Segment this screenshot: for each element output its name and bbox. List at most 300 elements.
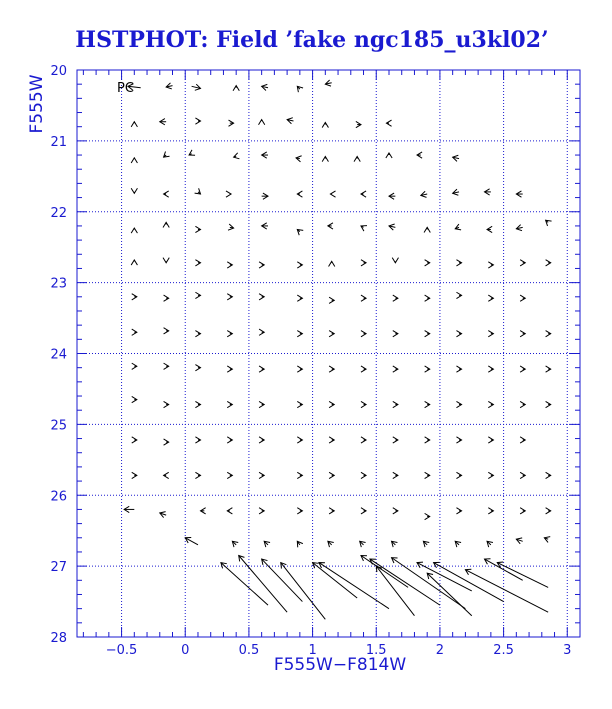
vector-shaft <box>465 570 548 613</box>
vector-head <box>425 437 430 443</box>
vector-arrow <box>160 512 166 518</box>
vector-arrow <box>488 401 493 407</box>
vector-head <box>329 508 334 514</box>
vector-head <box>488 472 493 478</box>
vector-arrow <box>195 118 200 124</box>
vector-arrow <box>227 366 232 372</box>
vector-head <box>425 472 430 478</box>
vector-arrow <box>516 225 522 231</box>
vector-head <box>164 439 169 445</box>
vector-arrow <box>546 220 552 226</box>
vector-arrow <box>497 562 548 587</box>
vector-head <box>297 331 302 337</box>
vector-arrow <box>488 262 493 268</box>
vector-arrow <box>322 122 328 127</box>
vector-arrow <box>465 569 548 612</box>
vector-arrow <box>259 329 264 335</box>
vector-arrow <box>297 229 303 235</box>
vector-arrow <box>227 437 232 443</box>
vector-head <box>227 262 232 268</box>
vector-head <box>259 472 264 478</box>
vector-arrow <box>296 156 302 162</box>
vector-head <box>425 260 430 266</box>
x-tick-label: 0.5 <box>238 643 260 658</box>
vector-head <box>259 366 264 372</box>
vector-arrow <box>163 222 169 227</box>
vector-arrow <box>297 295 302 301</box>
vector-arrow <box>259 366 264 372</box>
vector-arrow <box>329 366 334 372</box>
vector-arrow <box>164 472 169 478</box>
vector-head <box>163 222 169 227</box>
y-axis-label: F555W <box>27 74 47 134</box>
y-tick-label: 21 <box>50 134 67 150</box>
vector-head <box>456 401 461 407</box>
vector-head <box>131 260 137 265</box>
vector-arrow <box>192 84 201 90</box>
vector-arrow <box>488 472 493 478</box>
vector-arrow <box>520 295 525 301</box>
vector-head <box>329 437 334 443</box>
vector-arrow <box>456 401 461 407</box>
vector-arrow <box>488 366 493 372</box>
x-tick-label: −0.5 <box>105 643 138 658</box>
vector-arrow <box>262 84 268 90</box>
vector-head <box>424 227 430 232</box>
vector-head <box>259 437 264 443</box>
vector-arrow <box>423 541 429 547</box>
vector-shaft <box>221 563 268 606</box>
vector-head <box>195 118 200 124</box>
vector-head <box>393 331 398 337</box>
vector-head <box>456 292 461 298</box>
vector-head <box>520 260 525 266</box>
vector-head <box>456 331 461 337</box>
vector-arrow <box>417 562 472 591</box>
vector-arrow <box>393 508 398 514</box>
vector-arrow <box>361 226 367 231</box>
vector-arrow <box>164 439 169 445</box>
vector-head <box>132 396 137 402</box>
vector-head <box>361 508 366 514</box>
vector-arrow <box>132 294 137 300</box>
vector-arrow <box>361 366 366 372</box>
vector-head <box>195 472 200 478</box>
vector-head <box>546 260 551 266</box>
vector-arrow <box>259 401 264 407</box>
vector-head <box>259 294 264 300</box>
vector-arrow <box>421 191 427 197</box>
vector-arrow <box>124 506 134 512</box>
x-axis-label: F555W−F814W <box>273 655 407 675</box>
vector-head <box>488 262 493 268</box>
vector-arrow <box>520 366 525 372</box>
x-tick-label: 1.5 <box>365 643 387 658</box>
y-tick-label: 26 <box>50 489 67 505</box>
vector-arrow <box>484 189 490 195</box>
vector-head <box>393 295 398 301</box>
vector-shaft <box>417 563 472 591</box>
vector-arrow <box>297 86 303 92</box>
vector-arrow <box>262 223 268 229</box>
vector-head <box>361 366 366 372</box>
vector-arrow <box>259 294 264 300</box>
vector-head <box>297 508 302 514</box>
vector-head <box>164 363 169 369</box>
vector-arrow <box>163 258 169 263</box>
vector-arrow <box>325 80 331 86</box>
vector-arrow <box>195 331 200 337</box>
vector-arrow <box>393 472 398 478</box>
vector-arrow <box>195 188 201 194</box>
vector-head <box>164 328 169 334</box>
vector-head <box>195 331 200 337</box>
vector-arrow <box>417 152 422 158</box>
vector-arrow <box>356 121 361 127</box>
vector-arrow <box>361 260 366 266</box>
vector-arrow <box>313 563 358 598</box>
vector-arrow <box>488 331 493 337</box>
vector-head <box>330 191 335 197</box>
vector-head <box>227 472 232 478</box>
vector-head <box>520 508 525 514</box>
vector-head <box>361 472 366 478</box>
vector-arrow <box>546 472 551 478</box>
vector-head <box>456 508 461 514</box>
vector-arrow <box>233 86 239 91</box>
vector-arrow <box>516 191 522 197</box>
vector-head <box>546 366 551 372</box>
vector-head <box>361 331 366 337</box>
vector-arrow <box>221 563 268 606</box>
vector-arrow <box>131 158 137 163</box>
vector-head <box>164 401 169 407</box>
vector-arrow <box>361 508 366 514</box>
vector-head <box>195 226 200 232</box>
vector-arrow <box>264 541 270 547</box>
y-tick-label: 28 <box>50 631 67 646</box>
vector-arrow <box>201 508 206 514</box>
vector-arrow <box>322 156 328 161</box>
vector-head <box>425 513 430 519</box>
vector-arrow <box>393 366 398 372</box>
vector-arrow <box>488 508 493 514</box>
vector-head <box>297 401 302 407</box>
vector-arrow <box>520 508 525 514</box>
vector-arrow <box>456 260 461 266</box>
x-tick-label: 3 <box>563 643 572 658</box>
vector-head <box>132 329 137 335</box>
vector-shaft <box>497 563 548 588</box>
vector-head <box>361 401 366 407</box>
vector-head <box>456 472 461 478</box>
vector-arrow <box>393 295 398 301</box>
vector-arrow <box>195 292 200 298</box>
vector-arrow <box>195 260 200 266</box>
vector-head <box>361 295 366 301</box>
vector-shaft <box>434 563 504 602</box>
vector-head <box>259 262 264 268</box>
vector-arrow <box>259 437 264 443</box>
vector-head <box>386 153 392 158</box>
vector-head <box>520 331 525 337</box>
vector-head <box>488 331 493 337</box>
vector-arrow <box>455 541 461 547</box>
vector-arrow <box>297 437 302 443</box>
vector-arrow <box>232 541 238 547</box>
vector-arrow <box>259 120 265 125</box>
x-tick-label: 1 <box>308 643 317 658</box>
vector-arrow <box>361 191 366 197</box>
vector-head <box>259 329 264 335</box>
vector-arrow <box>164 151 170 157</box>
vector-head <box>195 365 200 371</box>
vector-arrow <box>425 331 430 337</box>
vector-arrow <box>546 260 551 266</box>
vector-arrow <box>132 363 137 369</box>
vector-head <box>425 331 430 337</box>
vector-head <box>297 191 302 197</box>
vector-head <box>544 537 550 543</box>
vector-arrow <box>132 437 137 443</box>
vector-arrow <box>195 472 200 478</box>
vector-arrow <box>424 227 430 232</box>
vector-head <box>393 508 398 514</box>
vector-arrow <box>488 295 493 301</box>
vector-head <box>354 156 360 161</box>
vector-arrow <box>520 437 525 443</box>
vector-arrow <box>164 295 169 301</box>
vector-head <box>132 437 137 443</box>
vector-head <box>520 295 525 301</box>
vector-arrow <box>297 366 302 372</box>
vector-arrow <box>361 401 366 407</box>
vector-arrow <box>361 295 366 301</box>
vector-head <box>386 120 391 126</box>
vector-arrow <box>262 193 268 199</box>
vector-head <box>297 472 302 478</box>
vector-arrow <box>456 437 461 443</box>
vector-arrow <box>227 331 232 337</box>
vector-head <box>546 472 551 478</box>
vector-arrow <box>185 538 198 545</box>
vector-arrow <box>393 401 398 407</box>
vector-arrow <box>546 508 551 514</box>
vector-head <box>456 260 461 266</box>
y-tick-label: 27 <box>50 560 67 576</box>
vector-head <box>233 86 239 91</box>
vector-head <box>393 366 398 372</box>
y-tick-label: 24 <box>50 347 67 363</box>
grid-lines <box>77 70 580 637</box>
vector-head <box>195 401 200 407</box>
vector-head <box>361 555 367 560</box>
vector-arrow <box>329 472 334 478</box>
vector-arrow <box>361 331 366 337</box>
vector-arrow <box>160 119 166 125</box>
y-tick-label: 23 <box>50 276 67 292</box>
vector-head <box>520 437 525 443</box>
vector-arrow <box>520 472 525 478</box>
vector-arrow <box>546 401 551 407</box>
vector-head <box>393 472 398 478</box>
vector-head <box>195 292 200 298</box>
vector-arrow <box>392 258 398 263</box>
vector-arrow <box>297 508 302 514</box>
vector-head <box>132 363 137 369</box>
vector-head <box>132 472 137 478</box>
vector-head <box>546 508 551 514</box>
vector-head <box>322 122 328 127</box>
vector-head <box>488 437 493 443</box>
vector-head <box>456 366 461 372</box>
vector-head <box>319 563 325 568</box>
vector-arrow <box>487 541 493 547</box>
vector-head <box>425 366 430 372</box>
vector-arrow <box>328 541 334 547</box>
x-tick-label: 0 <box>181 643 190 658</box>
vector-arrow <box>131 228 137 233</box>
vector-arrow <box>520 260 525 266</box>
vector-field <box>124 80 551 619</box>
vector-arrow <box>164 191 169 197</box>
vector-head <box>131 188 137 193</box>
vector-arrow <box>453 189 459 195</box>
vector-arrow <box>425 260 430 266</box>
vector-head <box>322 156 328 161</box>
vector-arrow <box>425 401 430 407</box>
vector-arrow <box>546 366 551 372</box>
vector-arrow <box>487 226 492 232</box>
vector-head <box>425 401 430 407</box>
vector-arrow <box>376 566 414 616</box>
y-tick-label: 25 <box>50 418 67 434</box>
vector-arrow <box>329 401 334 407</box>
vector-head <box>131 158 137 163</box>
vector-arrow <box>434 562 504 601</box>
vector-arrow <box>455 224 461 230</box>
vector-arrow <box>259 472 264 478</box>
chart-title: HSTPHOT: Field ’fake ngc185_u3kl02’ <box>75 27 549 53</box>
vector-head <box>329 401 334 407</box>
vector-arrow <box>164 363 169 369</box>
vector-head <box>132 294 137 300</box>
vector-arrow <box>386 153 392 158</box>
vector-arrow <box>354 156 360 161</box>
vector-arrow <box>329 261 335 266</box>
vector-arrow <box>234 153 240 159</box>
vector-head <box>329 261 335 266</box>
vector-arrow <box>131 260 137 265</box>
vector-arrow <box>227 401 232 407</box>
vector-head <box>131 122 137 127</box>
vector-arrow <box>228 224 234 230</box>
vector-head <box>488 366 493 372</box>
vector-head <box>227 366 232 372</box>
vector-arrow <box>227 294 232 300</box>
vector-arrow <box>393 437 398 443</box>
vector-head <box>227 508 232 514</box>
vector-arrow <box>328 223 333 229</box>
vector-head <box>164 191 169 197</box>
vector-arrow <box>329 331 334 337</box>
vector-arrow <box>520 401 525 407</box>
vector-head <box>131 228 137 233</box>
vector-arrow <box>425 437 430 443</box>
vector-arrow <box>386 120 391 126</box>
vector-arrow <box>389 193 395 199</box>
panel-label: PC <box>117 81 134 96</box>
vector-shaft <box>361 555 408 587</box>
vector-arrow <box>488 437 493 443</box>
vector-arrow <box>281 563 326 620</box>
vector-shaft <box>313 563 358 598</box>
x-tick-label: 2.5 <box>493 643 514 658</box>
vector-head <box>259 508 264 514</box>
vector-head <box>456 437 461 443</box>
vector-arrow <box>330 191 335 197</box>
vector-arrow <box>297 262 302 268</box>
vector-head <box>259 401 264 407</box>
vector-arrow <box>195 401 200 407</box>
vector-arrow <box>546 331 551 337</box>
vector-head <box>297 366 302 372</box>
vector-head <box>488 401 493 407</box>
axis-ticks <box>50 64 580 658</box>
vector-head <box>297 437 302 443</box>
vector-head <box>488 295 493 301</box>
vector-head <box>392 258 398 263</box>
vector-arrow <box>361 555 408 587</box>
vector-head <box>361 437 366 443</box>
vector-arrow <box>189 150 195 155</box>
vector-arrow <box>132 329 137 335</box>
vector-head <box>361 191 366 197</box>
vector-head <box>164 472 169 478</box>
vector-arrow <box>361 472 366 478</box>
y-tick-label: 22 <box>50 205 67 221</box>
vector-head <box>520 401 525 407</box>
vector-head <box>259 120 265 125</box>
vector-arrow <box>425 366 430 372</box>
vector-head <box>392 558 398 563</box>
vector-arrow <box>456 292 461 298</box>
vector-arrow <box>227 472 232 478</box>
vector-head <box>234 153 240 159</box>
vector-arrow <box>166 83 172 89</box>
vector-arrow <box>389 224 395 230</box>
vector-arrow <box>195 226 200 232</box>
vector-head <box>227 401 232 407</box>
vector-arrow <box>329 297 334 303</box>
vector-head <box>393 401 398 407</box>
vector-head <box>195 437 200 443</box>
vector-arrow <box>227 262 232 268</box>
vector-arrow <box>195 365 200 371</box>
vector-arrow <box>164 401 169 407</box>
vector-head <box>361 260 366 266</box>
vector-arrow <box>453 155 459 161</box>
vector-arrow <box>297 472 302 478</box>
vector-arrow <box>195 437 200 443</box>
vector-arrow <box>520 331 525 337</box>
vector-head <box>227 437 232 443</box>
vector-arrow <box>132 472 137 478</box>
y-tick-label: 20 <box>50 64 67 79</box>
vector-arrow <box>425 472 430 478</box>
vector-head <box>455 224 461 230</box>
vector-arrow <box>456 472 461 478</box>
